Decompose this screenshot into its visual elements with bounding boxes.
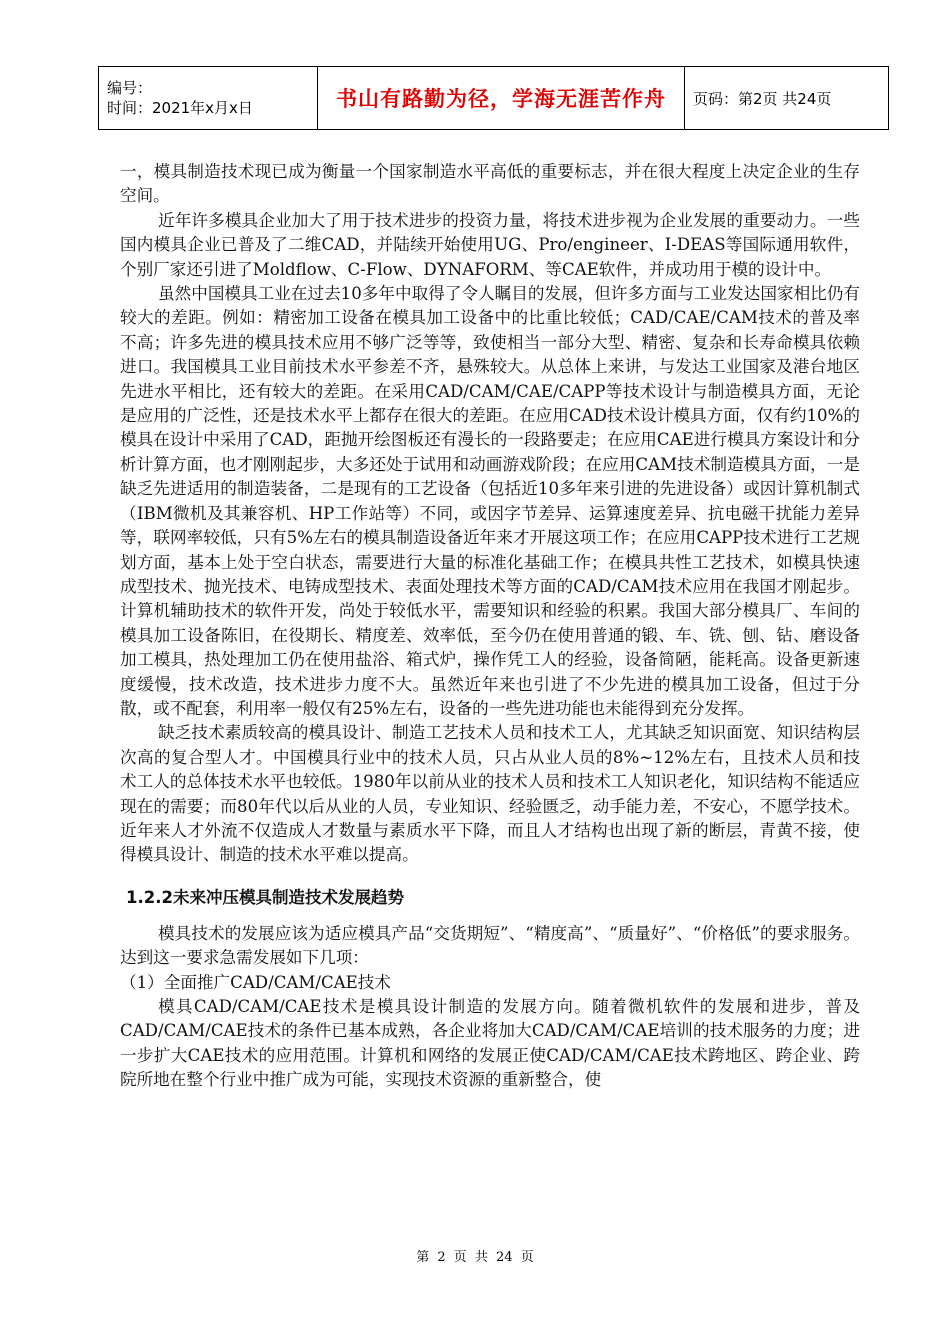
list-item-1: （1）全面推广CAD/CAM/CAE技术: [120, 972, 391, 992]
paragraph-3: 虽然中国模具工业在过去10多年中取得了令人瞩目的发展，但许多方面与工业发达国家相比仍有较大的差距。例如：精密加工设备在模具加工设备中的比重比较低；CAD/CAE/CAM技术的普及率不高；许多先进的模具技术应用不够广泛等等，致使相当一部分大型、精密、复杂和长寿命模具依赖进口。我国模具工业目前技术水平参差不齐，悬殊较大。从总体上来讲，与发达工业国家及港台地区先进水平相比，还有较大的差距。在采用CAD/CAM/CAE/CAPP等技术设计与制造模具方面，无论是应用的广泛性，还是技术水平上都存在很大的差距。在应用CAD技术设计模具方面，仅有约10%的模具在设计中采用了CAD，距抛开绘图板还有漫长的一段路要走；在应用CAE进行模具方案设计和分析计算方面，也才刚刚起步，大多还处于试用和动画游戏阶段；在应用CAM技术制造模具方面，一是缺乏先进适用的制造装备，二是现有的工艺设备（包括近10多年来引进的先进设备）或因计算机制式（IBM微机及其兼容机、HP工作站等）不同，或因字节差异、运算速度差异、抗电磁干扰能力差异等，联网率较低，只有5%左右的模具制造设备近年来才开展这项工作；在应用CAPP技术进行工艺规划方面，基本上处于空白状态，需要进行大量的标准化基础工作；在模具共性工艺技术，如模具快速成型技术、抛光技术、电铸成型技术、表面处理技术等方面的CAD/CAM技术应用在我国才刚起步。计算机辅助技术的软件开发，尚处于较低水平，需要知识和经验的积累。我国大部分模具厂、车间的模具加工设备陈旧，在役期长、精度差、效率低，至今仍在使用普通的锻、车、铣、刨、钻、磨设备加工模具，热处理加工仍在使用盐浴、箱式炉，操作凭工人的经验，设备简陋，能耗高。设备更新速度缓慢，技术改造，技术进步力度不大。虽然近年来也引进了不少先进的模具加工设备，但过于分散，或不配套，利用率一般仅有25%左右，设备的一些先进功能也未能得到充分发挥。: [120, 284, 860, 718]
header-meta: [99, 67, 318, 130]
header-page-info: 页码：第2页 共24页: [685, 67, 889, 130]
paragraph-1: 一，模具制造技术现已成为衡量一个国家制造水平高低的重要标志，并在很大程度上决定企业的生存空间。: [120, 162, 860, 206]
time-label: 时间：2021年x月x日: [107, 99, 253, 117]
section-heading: 1.2.2未来冲压模具制造技术发展趋势: [126, 887, 404, 907]
paragraph-2: 近年许多模具企业加大了用于技术进步的投资力量，将技术进步视为企业发展的重要动力。一些国内模具企业已普及了二维CAD，并陆续开始使用UG、Pro/engineer、I-DEAS等国际通用软件，个别厂家还引进了Moldflow、C-Flow、DYNAFORM、等CAE软件，并成功用于模的设计中。: [120, 210, 860, 279]
page-footer: 第 2 页 共 24 页: [416, 1250, 534, 1265]
paragraph-4: 缺乏技术素质较高的模具设计、制造工艺技术人员和技术工人，尤其缺乏知识面宽、知识结构层次高的复合型人才。中国模具行业中的技术人员，只占从业人员的8%~12%左右，且技术人员和技术工人的总体技术水平也较低。1980年以前从业的技术人员和技术工人知识老化，知识结构不能适应现在的需要；而80年代以后从业的人员，专业知识、经验匮乏，动手能力差，不安心，不愿学技术。近年来人才外流不仅造成人才数量与素质水平下降，而且人才结构也出现了新的断层，青黄不接，使得模具设计、制造的技术水平难以提高。: [120, 723, 860, 865]
paragraph-5: 模具技术的发展应该为适应模具产品“交货期短”、“精度高”、“质量好”、“价格低”的要求服务。达到这一要求急需发展如下几项：: [120, 923, 860, 968]
document-body: [120, 160, 860, 1093]
paragraph-7: 模具CAD/CAM/CAE技术是模具设计制造的发展方向。随着微机软件的发展和进步，普及CAD/CAM/CAE技术的条件已基本成熟，各企业将加大CAD/CAM/CAE培训的技术服务的力度；进一步扩大CAE技术的应用范围。计算机和网络的发展正使CAD/CAM/CAE技术跨地区、跨企业、跨院所地在整个行业中推广成为可能，实现技术资源的重新整合，使: [120, 997, 860, 1090]
header-motto: 书山有路勤为径，学海无涯苦作舟: [318, 67, 685, 130]
number-label: 编号：: [107, 79, 153, 97]
page-header: [98, 66, 889, 130]
